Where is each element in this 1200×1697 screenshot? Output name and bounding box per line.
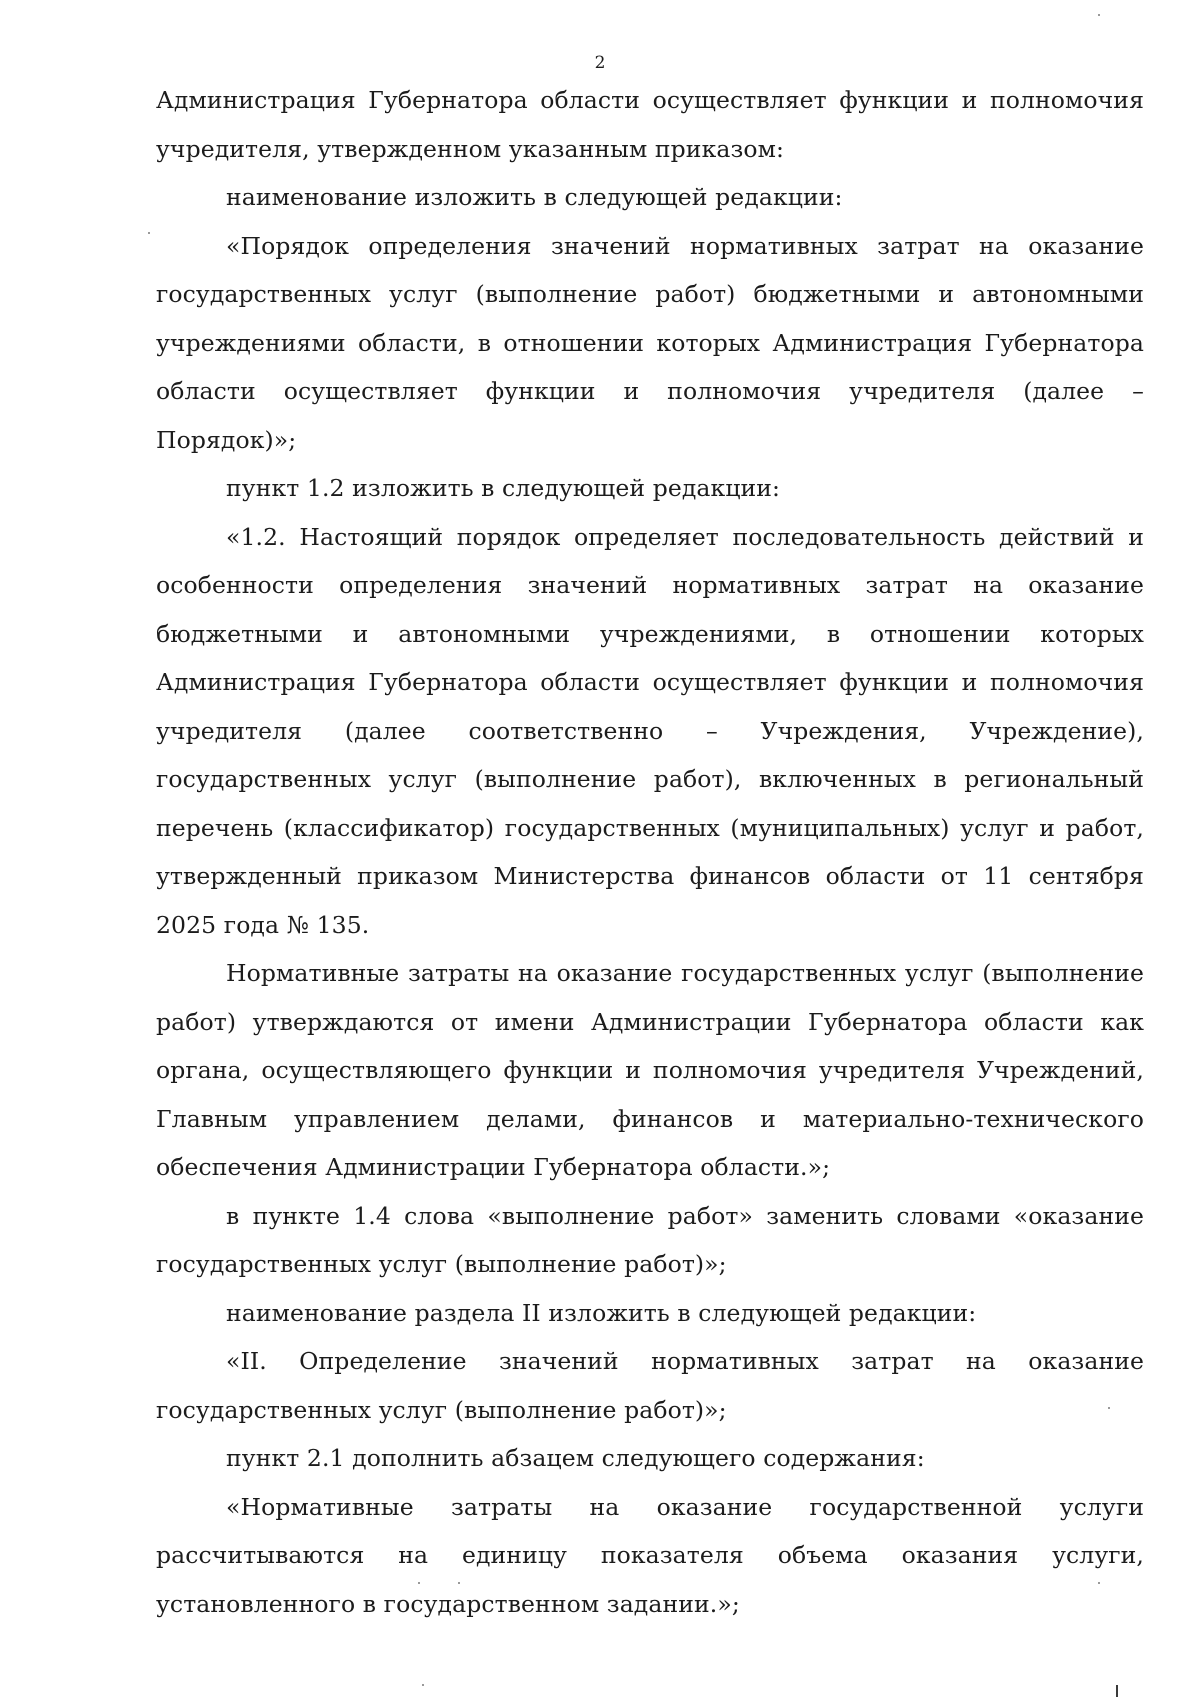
paragraph: пункт 1.2 изложить в следующей редакции: xyxy=(226,474,781,502)
scan-mark xyxy=(1116,1685,1118,1697)
scan-speck xyxy=(148,232,150,234)
scan-speck xyxy=(458,1582,460,1584)
scan-speck xyxy=(1098,1582,1100,1584)
paragraph: «Нормативные затраты на оказание государственной услуги рассчитываются на единицу показателя объема оказания услуги, установленного в государственном задании.»; xyxy=(156,1492,1144,1618)
scan-speck xyxy=(422,1684,424,1686)
paragraph: Администрация Губернатора области осуществляет функции и полномочия учредителя, утвержденном указанным приказом: xyxy=(156,86,1144,163)
document-body xyxy=(156,76,1144,1628)
paragraph: в пункте 1.4 слова «выполнение работ» заменить словами «оказание государственных услуг (выполнение работ)»; xyxy=(156,1201,1144,1278)
scan-speck xyxy=(1098,14,1100,16)
paragraph: «II. Определение значений нормативных затрат на оказание государственных услуг (выполнение работ)»; xyxy=(156,1347,1144,1424)
paragraph: «1.2. Настоящий порядок определяет последовательность действий и особенности определения значений нормативных затрат на оказание бюджетными и автономными учреждениями, в отношении которых Администрация Губернатора области осуществляет функции и полномочия учредителя (далее соответственно – Учреждения, Учреждение), государственных услуг (выполнение работ), включенных в региональный перечень (классификатор) государственных (муниципальных) услуг и работ, утвержденный приказом Министерства финансов области от 11 сентября 2025 года № 135. xyxy=(156,522,1144,939)
paragraph: Нормативные затраты на оказание государственных услуг (выполнение работ) утверждаются от имени Администрации Губернатора области как органа, осуществляющего функции и полномочия учредителя Учреждений, Главным управлением делами, финансов и материально-технического обеспечения Администрации Губернатора области.»; xyxy=(156,959,1144,1181)
scan-speck xyxy=(1108,1407,1110,1409)
paragraph: «Порядок определения значений нормативных затрат на оказание государственных услуг (выполнение работ) бюджетными и автономными учреждениями области, в отношении которых Администрация Губернатора области осуществляет функции и полномочия учредителя (далее – Порядок)»; xyxy=(156,231,1144,454)
scan-speck xyxy=(418,1582,420,1584)
paragraph: наименование раздела II изложить в следующей редакции: xyxy=(226,1298,977,1327)
paragraph: пункт 2.1 дополнить абзацем следующего содержания: xyxy=(226,1444,925,1472)
page-number: 2 xyxy=(594,53,606,73)
paragraph: наименование изложить в следующей редакции: xyxy=(226,183,843,211)
